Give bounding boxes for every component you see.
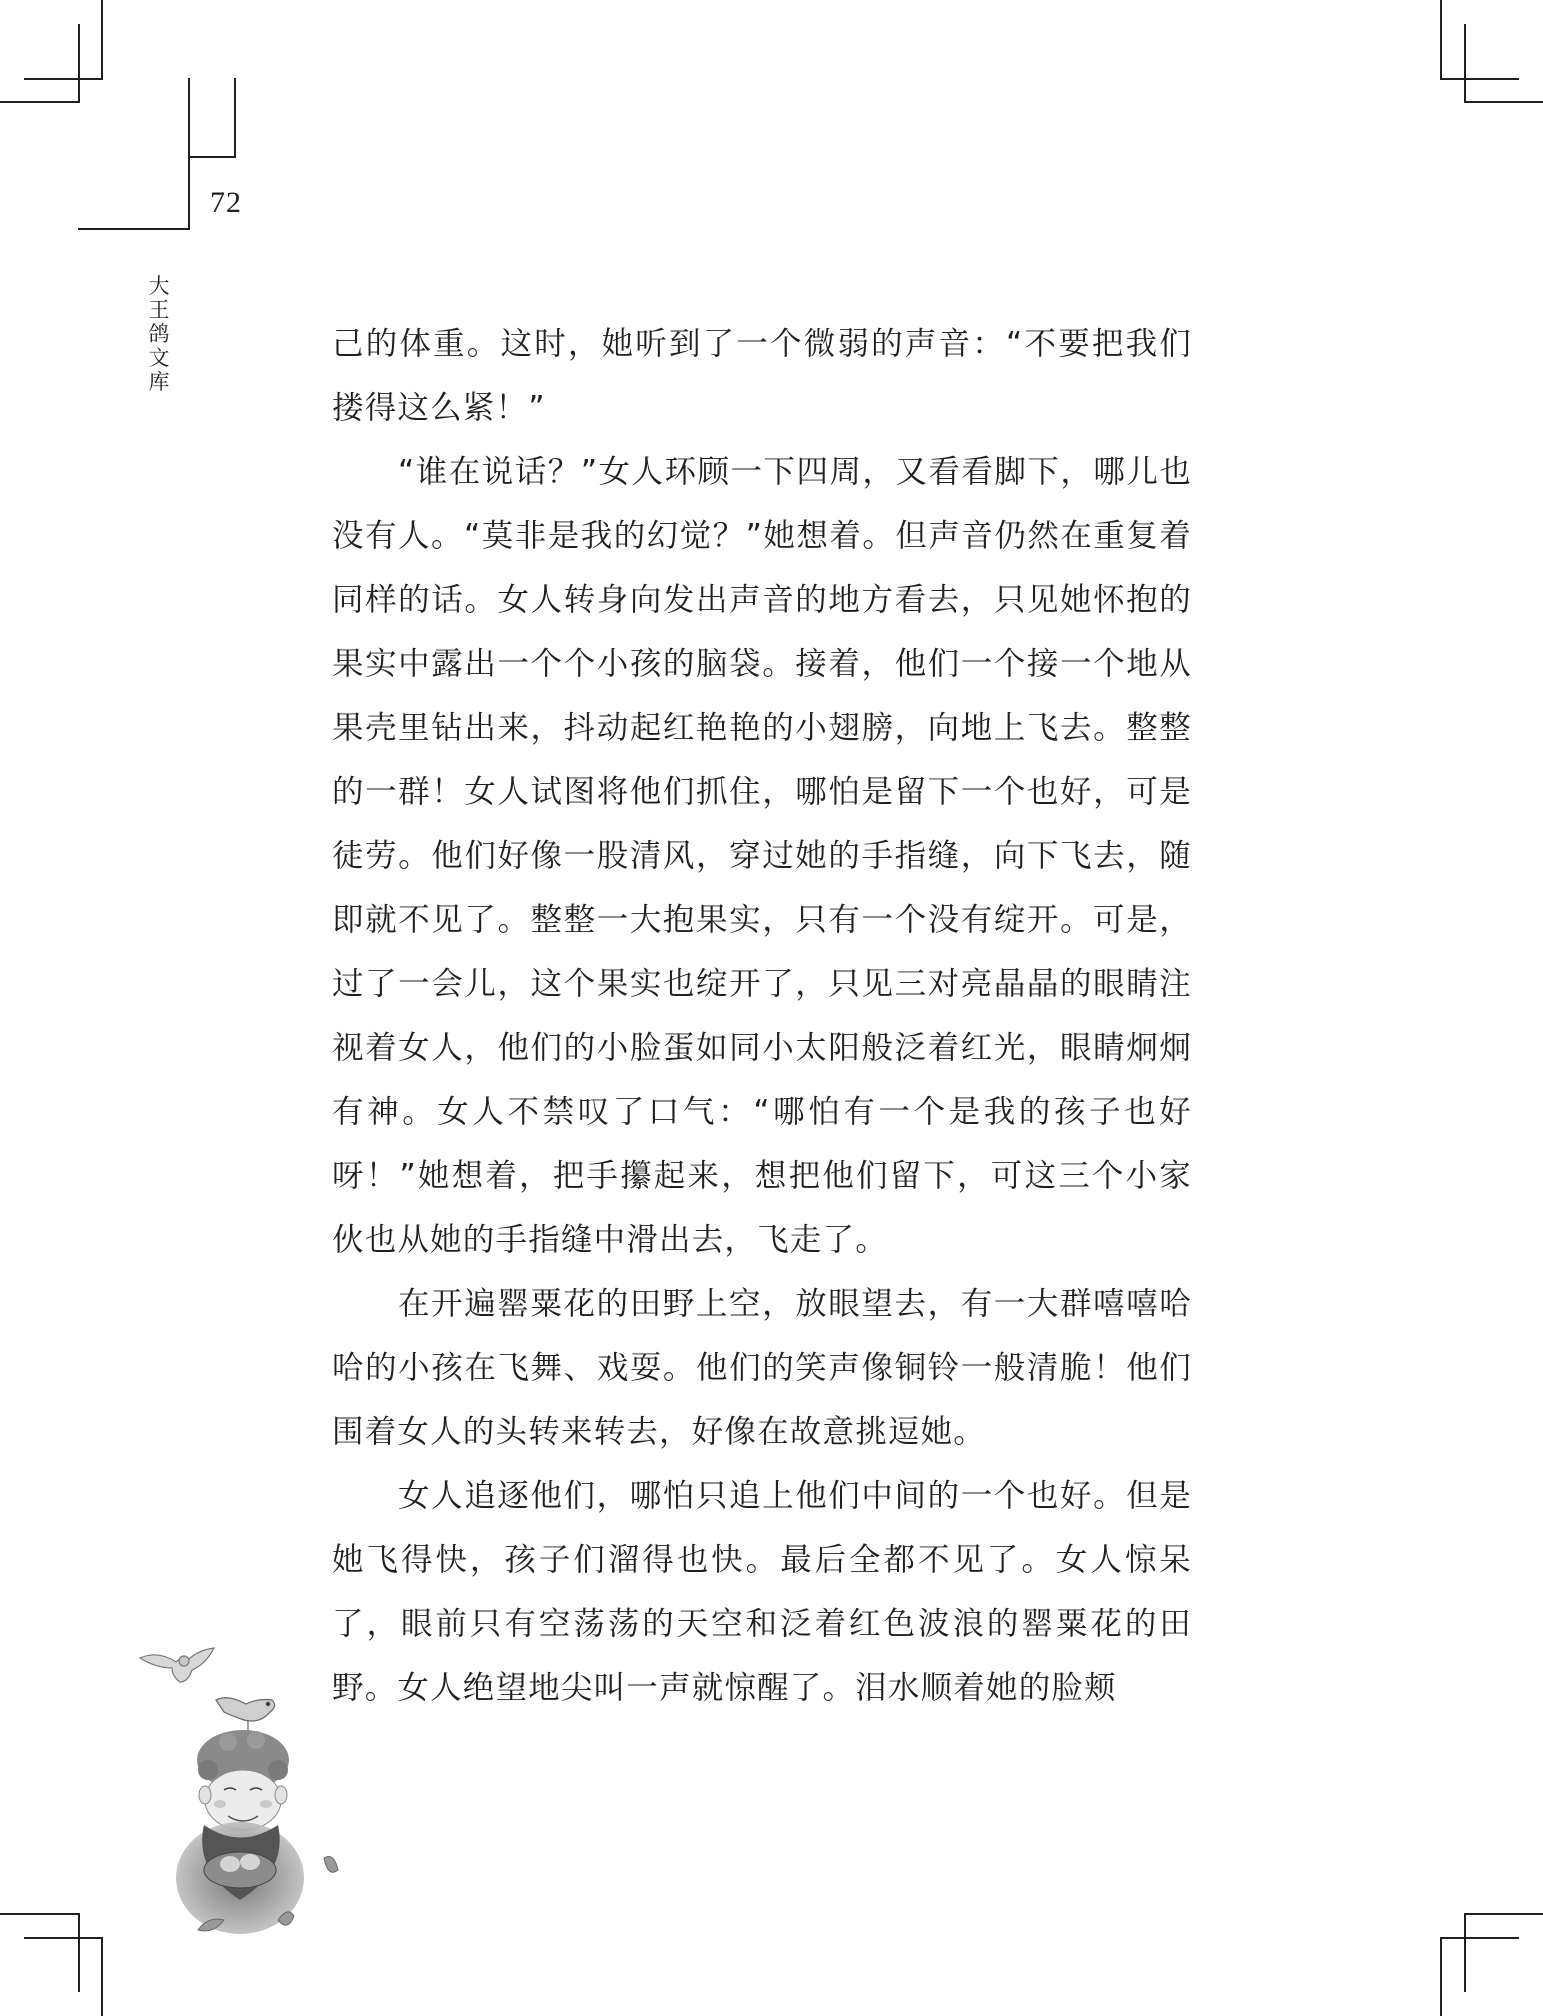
paragraph: 女人追逐他们，哪怕只追上他们中间的一个也好。但是她飞得快，孩子们溜得也快。最后全都不见了。女人惊呆了，眼前只有空荡荡的天空和泛着红色波浪的罂粟花的田野。女人绝望地尖叫一声就惊醒了。泪水顺着她的脸颊: [332, 1478, 1192, 1706]
series-title-char: 文: [148, 346, 170, 370]
crop-mark-tl-h1: [24, 78, 103, 80]
sketch-icon: [128, 1620, 348, 1980]
series-title-char: 鸽: [148, 322, 170, 346]
nest-icon: [204, 1852, 276, 1888]
series-title: [146, 274, 172, 394]
series-title-char: 大: [148, 274, 170, 298]
series-title-char: 王: [148, 298, 170, 322]
crop-mark-bl-v2: [101, 1937, 103, 2016]
crop-mark-br-h1: [1464, 1913, 1543, 1915]
paragraph: “谁在说话？”女人环顾一下四周，又看看脚下，哪儿也没有人。“莫非是我的幻觉？”她想着。但声音仍然在重复着同样的话。女人转身向发出声音的地方看去，只见她怀抱的果实中露出一个个小孩的脑袋。接着，他们一个接一个地从果壳里钻出来，抖动起红艳艳的小翅膀，向地上飞去。整整的一群！女人试图将他们抓住，哪怕是留下一个也好，可是徒劳。他们好像一股清风，穿过她的手指缝，向下飞去，随即就不见了。整整一大抱果实，只有一个没有绽开。可是，过了一会儿，这个果实也绽开了，只见三对亮晶晶的眼睛注视着女人，他们的小脸蛋如同小太阳般泛着红光，眼睛炯炯有神。女人不禁叹了口气：“哪怕有一个是我的孩子也好呀！”她想着，把手攥起来，想把他们留下，可这三个小家伙也从她的手指缝中滑出去，飞走了。: [332, 454, 1192, 1258]
crop-mark-tr-v1: [1440, 0, 1442, 79]
paragraph: 在开遍罂粟花的田野上空，放眼望去，有一大群嘻嘻哈哈的小孩在飞舞、戏耍。他们的笑声像铜铃一般清脆！他们围着女人的头转来转去，好像在故意挑逗她。: [332, 1286, 1192, 1450]
crop-mark-bl-h1: [0, 1913, 79, 1915]
crop-mark-bl-v1: [78, 1913, 80, 1992]
crop-mark-tr-h1: [1440, 78, 1519, 80]
crop-mark-tl-h2: [0, 101, 79, 103]
paragraph: 己的体重。这时，她听到了一个微弱的声音：“不要把我们搂得这么紧！”: [332, 326, 1192, 426]
header-rule-h2: [78, 228, 190, 230]
crop-mark-bl-h2: [24, 1937, 103, 1939]
crop-mark-br-h2: [1440, 1937, 1519, 1939]
illustration-bearded-man-with-birds: [128, 1620, 348, 1980]
crop-mark-tl-v1: [101, 0, 103, 79]
crop-mark-tr-v2: [1464, 24, 1466, 103]
crop-mark-tl-v2: [78, 24, 80, 103]
flying-bird-icon: [140, 1648, 214, 1682]
header-rule-h1: [188, 156, 236, 158]
crop-mark-br-v2: [1440, 1937, 1442, 2016]
crop-mark-br-v1: [1464, 1913, 1466, 1992]
header-rule-v1: [188, 78, 190, 230]
series-title-char: 库: [148, 370, 170, 394]
body-text: [332, 312, 1192, 1720]
page-number: 72: [210, 186, 242, 219]
crop-mark-tr-h2: [1464, 101, 1543, 103]
header-rule-v2: [234, 78, 236, 158]
